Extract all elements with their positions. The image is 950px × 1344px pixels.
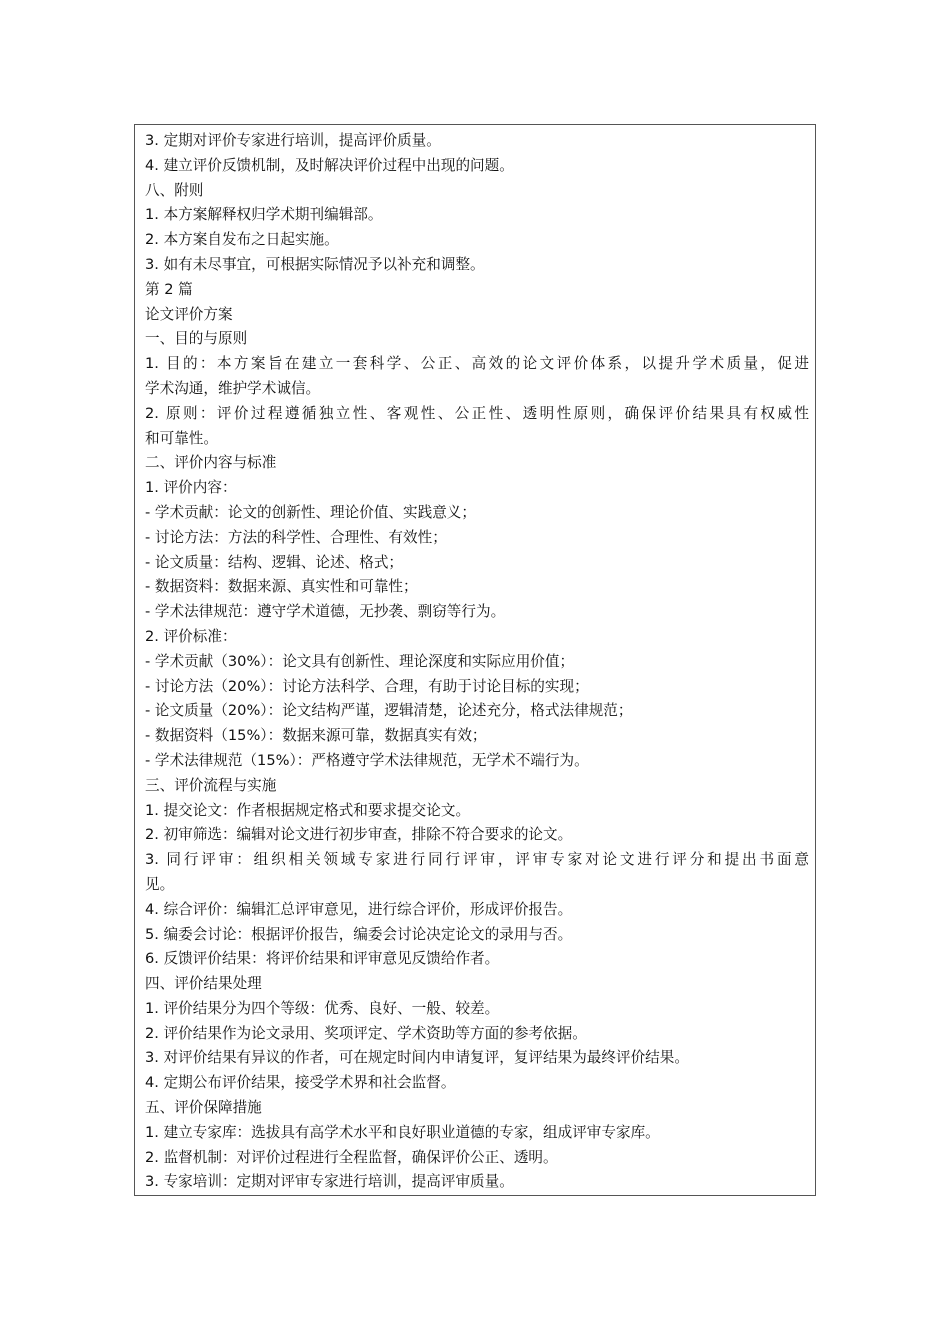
text-line: 4. 建立评价反馈机制，及时解决评价过程中出现的问题。 xyxy=(145,156,514,174)
document-title: 论文评价方案 xyxy=(145,305,233,323)
text-line: 学术沟通，维护学术诚信。 xyxy=(145,379,321,397)
list-item: - 数据资料（15%）：数据来源可靠，数据真实有效； xyxy=(145,727,487,745)
text-line: 3. 专家培训：定期对评审专家进行培训，提高评审质量。 xyxy=(145,1173,514,1191)
list-item: - 学术法律规范：遵守学术道德，无抄袭、剽窃等行为。 xyxy=(145,603,506,621)
text-line: 1. 评价结果分为四个等级：优秀、良好、一般、较差。 xyxy=(145,999,500,1017)
text-line: 2. 评价标准： xyxy=(145,627,237,645)
part-label: 第 2 篇 xyxy=(145,280,193,298)
list-item: - 论文质量：结构、逻辑、论述、格式； xyxy=(145,553,404,571)
section-heading: 二、评价内容与标准 xyxy=(145,454,277,472)
list-item: - 讨论方法（20%）：讨论方法科学、合理，有助于讨论目标的实现； xyxy=(145,677,589,695)
text-line: 4. 综合评价：编辑汇总评审意见，进行综合评价，形成评价报告。 xyxy=(145,900,573,918)
text-line: 1. 建立专家库：选拔具有高学术水平和良好职业道德的专家，组成评审专家库。 xyxy=(145,1123,660,1141)
text-line: 6. 反馈评价结果：将评价结果和评审意见反馈给作者。 xyxy=(145,950,500,968)
text-line: 和可靠性。 xyxy=(145,429,218,447)
list-item: - 学术法律规范（15%）：严格遵守学术法律规范，无学术不端行为。 xyxy=(145,751,589,769)
list-item: - 学术贡献（30%）：论文具有创新性、理论深度和实际应用价值； xyxy=(145,652,575,670)
section-heading: 五、评价保障措施 xyxy=(145,1099,262,1117)
text-line: 1. 评价内容： xyxy=(145,479,237,497)
section-heading: 一、目的与原则 xyxy=(145,330,248,348)
text-line: 1. 提交论文：作者根据规定格式和要求提交论文。 xyxy=(145,801,471,819)
document-body xyxy=(145,129,809,1195)
text-line: 3. 同行评审：组织相关领域专家进行同行评审，评审专家对论文进行评分和提出书面意 xyxy=(145,851,809,869)
text-line: 2. 评价结果作为论文录用、奖项评定、学术资助等方面的参考依据。 xyxy=(145,1024,587,1042)
text-line: 2. 原则：评价过程遵循独立性、客观性、公正性、透明性原则，确保评价结果具有权威性 xyxy=(145,404,809,422)
section-heading: 八、附则 xyxy=(145,181,204,199)
list-item: - 论文质量（20%）：论文结构严谨，逻辑清楚，论述充分，格式法律规范； xyxy=(145,702,633,720)
text-table-cell xyxy=(134,124,816,1196)
list-item: - 学术贡献：论文的创新性、理论价值、实践意义； xyxy=(145,503,476,521)
text-line: 见。 xyxy=(145,875,175,893)
text-line: 3. 定期对评价专家进行培训，提高评价质量。 xyxy=(145,132,441,149)
text-line: 3. 对评价结果有异议的作者，可在规定时间内申请复评，复评结果为最终评价结果。 xyxy=(145,1049,689,1067)
text-line: 1. 本方案解释权归学术期刊编辑部。 xyxy=(145,206,383,224)
text-line: 2. 监督机制：对评价过程进行全程监督，确保评价公正、透明。 xyxy=(145,1148,558,1166)
list-item: - 数据资料：数据来源、真实性和可靠性； xyxy=(145,578,418,596)
section-heading: 三、评价流程与实施 xyxy=(145,776,277,794)
text-line: 2. 初审筛选：编辑对论文进行初步审查，排除不符合要求的论文。 xyxy=(145,826,573,844)
text-line: 5. 编委会讨论：根据评价报告，编委会讨论决定论文的录用与否。 xyxy=(145,925,573,943)
text-line: 2. 本方案自发布之日起实施。 xyxy=(145,231,339,249)
text-line: 1. 目的：本方案旨在建立一套科学、公正、高效的论文评价体系，以提升学术质量，促进 xyxy=(145,355,809,373)
text-line: 4. 定期公布评价结果，接受学术界和社会监督。 xyxy=(145,1074,456,1092)
text-line: 3. 如有未尽事宜，可根据实际情况予以补充和调整。 xyxy=(145,255,485,273)
section-heading: 四、评价结果处理 xyxy=(145,975,262,993)
list-item: - 讨论方法：方法的科学性、合理性、有效性； xyxy=(145,528,447,546)
